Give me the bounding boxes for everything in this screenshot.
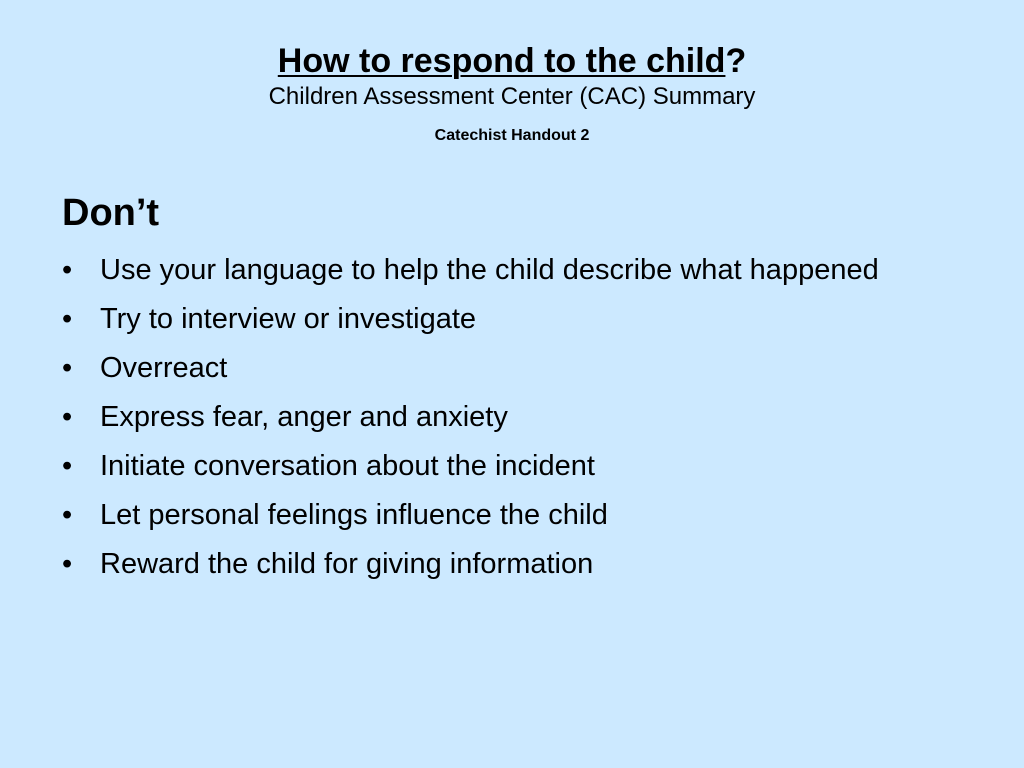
bullet-icon: • bbox=[62, 499, 73, 531]
slide-title-question-mark: ? bbox=[725, 42, 747, 80]
bullet-icon: • bbox=[62, 352, 73, 384]
bullet-item bbox=[62, 397, 942, 437]
bullet-item bbox=[62, 495, 942, 535]
bullet-item bbox=[62, 544, 942, 584]
bullet-text: Let personal feelings influence the child bbox=[100, 499, 608, 531]
slide-title-text: How to respond to the child bbox=[277, 42, 726, 80]
handout-label: Catechist Handout 2 bbox=[434, 127, 590, 144]
bullet-icon: • bbox=[62, 254, 73, 286]
bullet-text: Use your language to help the child describe what happened bbox=[100, 254, 879, 286]
bullet-text: Try to interview or investigate bbox=[100, 303, 477, 335]
bullet-item bbox=[62, 250, 942, 290]
bullet-icon: • bbox=[62, 548, 73, 580]
bullet-text: Initiate conversation about the incident bbox=[100, 450, 595, 482]
slide-subtitle: Children Assessment Center (CAC) Summary bbox=[268, 83, 756, 110]
bullet-list bbox=[62, 250, 942, 593]
section-heading-dont: Don’t bbox=[62, 192, 160, 234]
bullet-item bbox=[62, 348, 942, 388]
bullet-text: Reward the child for giving information bbox=[100, 548, 594, 580]
bullet-icon: • bbox=[62, 303, 73, 335]
bullet-icon: • bbox=[62, 401, 73, 433]
bullet-icon: • bbox=[62, 450, 73, 482]
slide-title bbox=[0, 40, 1024, 82]
bullet-text: Overreact bbox=[100, 352, 228, 384]
bullet-text: Express fear, anger and anxiety bbox=[100, 401, 508, 433]
bullet-item bbox=[62, 446, 942, 486]
bullet-item bbox=[62, 299, 942, 339]
title-block bbox=[0, 40, 1024, 146]
